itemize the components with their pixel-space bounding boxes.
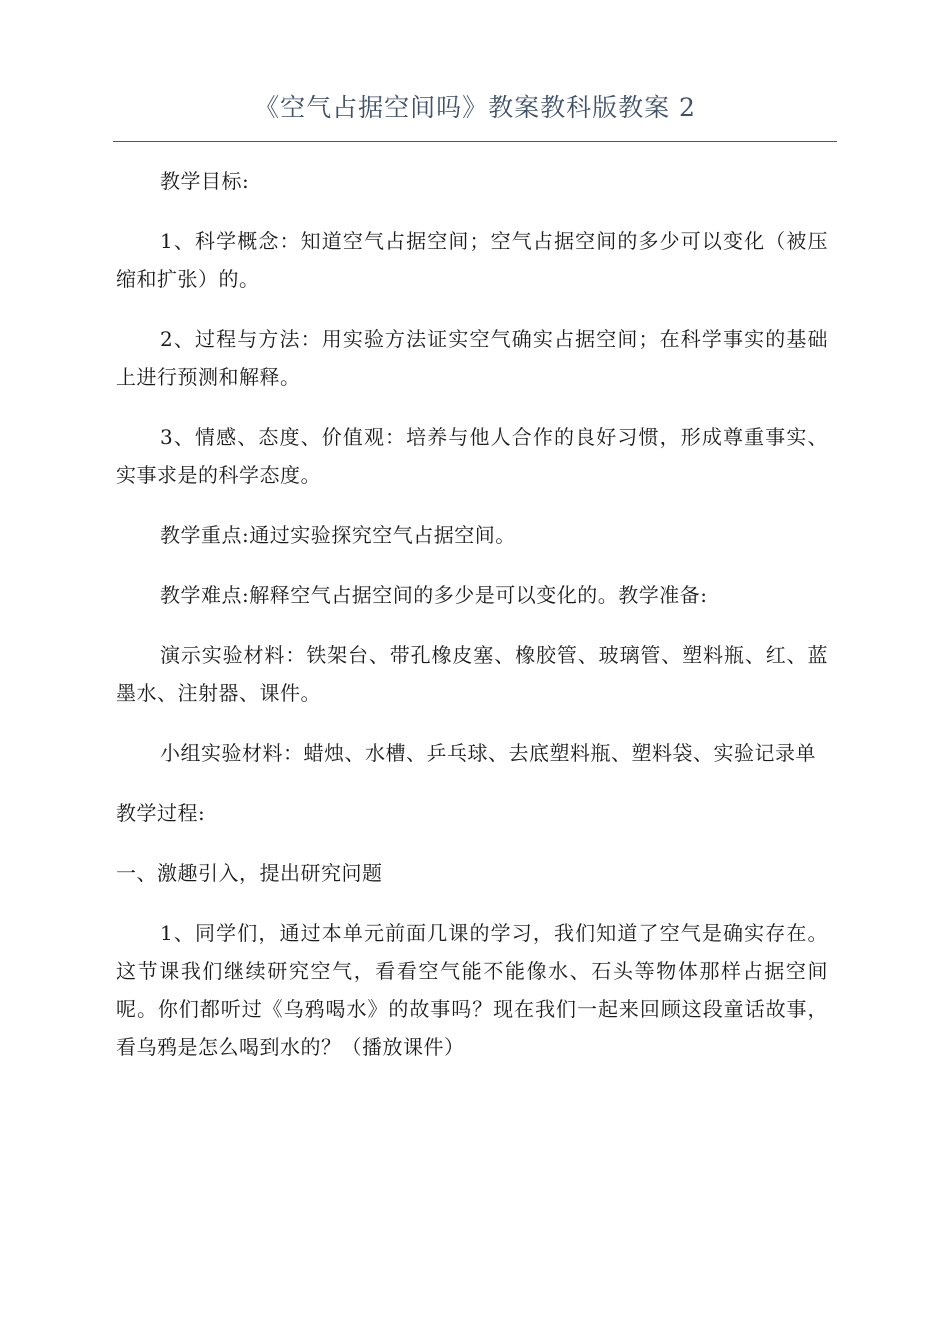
- document-body: [116, 162, 828, 1088]
- paragraph-goal-concept: 1、科学概念：知道空气占据空间；空气占据空间的多少可以变化（被压缩和扩张）的。: [116, 229, 828, 291]
- document-title: 《空气占据空间吗》教案教科版教案 2: [254, 93, 696, 122]
- paragraph-key-point: 教学重点:通过实验探究空气占据空间。: [160, 523, 516, 547]
- paragraph-teaching-process: 教学过程:: [116, 801, 206, 825]
- paragraph-difficulty: 教学难点:解释空气占据空间的多少是可以变化的。教学准备:: [160, 583, 708, 607]
- paragraph-intro-story: 1、同学们，通过本单元前面几课的学习，我们知道了空气是确实存在。这节课我们继续研究空气，看看空气能不能像水、石头等物体那样占据空间呢。你们都听过《乌鸦喝水》的故事吗？现在我们一起来回顾这段童话故事，看乌鸦是怎么喝到水的？（播放课件）: [116, 921, 828, 1059]
- paragraph-goal-attitude: 3、情感、态度、价值观：培养与他人合作的良好习惯，形成尊重事实、实事求是的科学态度。: [116, 425, 828, 487]
- paragraph-group-materials: 小组实验材料：蜡烛、水槽、乒乓球、去底塑料瓶、塑料袋、实验记录单: [160, 741, 816, 765]
- paragraph-goal-method: 2、过程与方法：用实验方法证实空气确实占据空间；在科学事实的基础上进行预测和解释。: [116, 327, 828, 389]
- paragraph-demo-materials: 演示实验材料：铁架台、带孔橡皮塞、橡胶管、玻璃管、塑料瓶、红、蓝墨水、注射器、课件。: [116, 643, 828, 705]
- paragraph-teaching-goals: 教学目标:: [160, 169, 250, 193]
- title-divider: [113, 141, 837, 142]
- paragraph-section-one-heading: 一、激趣引入，提出研究问题: [116, 861, 383, 885]
